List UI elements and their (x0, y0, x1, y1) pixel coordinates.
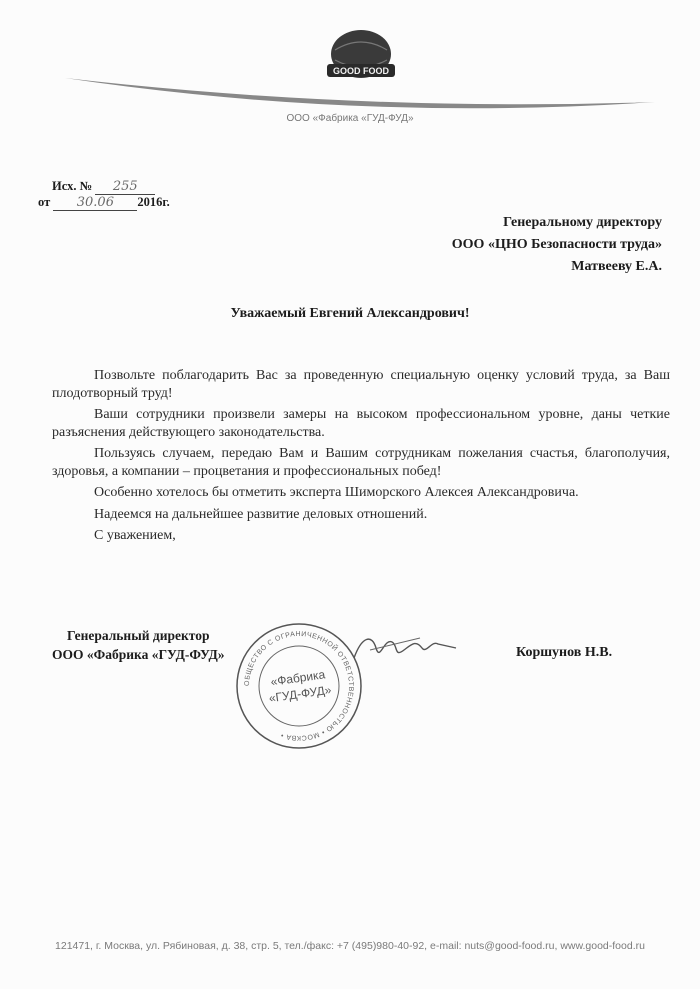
addressee-line1: Генеральному директору (503, 215, 662, 230)
stamp-text-line2: «ГУД-ФУД» (268, 682, 333, 706)
addressee-line3: Матвееву Е.А. (571, 259, 662, 274)
date-prefix: от (38, 195, 51, 209)
salutation: Уважаемый Евгений Александрович! (230, 306, 470, 321)
number-value: 255 (95, 179, 155, 195)
footer-contacts: 121471, г. Москва, ул. Рябиновая, д. 38, стр. 5, тел./факс: +7 (495)980-40-92, e-mail: nuts@good-food.ru, www.good-food.ru (55, 940, 645, 952)
body-paragraph: Надеемся на дальнейшее развитие деловых отношений. (94, 506, 428, 522)
letter-body (52, 367, 670, 549)
company-stamp (233, 620, 365, 752)
date-suffix: 2016г. (137, 195, 170, 209)
date-value: 30.06 (53, 195, 137, 211)
addressee-line2: ООО «ЦНО Безопасности труда» (451, 237, 662, 252)
signatory-company: ООО «Фабрика «ГУД-ФУД» (52, 647, 225, 662)
body-paragraph: Пользуясь случаем, передаю Вам и Вашим сотрудникам пожелания счастья, благополучия, здоровья, а компании – процветания и профессиональных побед! (52, 446, 670, 479)
body-paragraph: Ваши сотрудники произвели замеры на высоком профессиональном уровне, даны четкие разъяснения действующего законодательства. (52, 407, 670, 440)
signatory-position: Генеральный директор (67, 628, 210, 643)
signatory-name: Коршунов Н.В. (516, 645, 613, 660)
body-paragraph: Особенно хотелось бы отметить эксперта Шиморского Алексея Александровича. (94, 485, 579, 500)
svg-text:ОБЩЕСТВО С ОГРАНИЧЕННОЙ ОТВЕТС (244, 631, 354, 741)
logo-text: GOOD FOOD (333, 66, 389, 76)
handwritten-signature (350, 628, 460, 668)
body-paragraph: Позвольте поблагодарить Вас за проведенную специальную оценку условий труда, за Ваш плодотворный труд! (52, 368, 670, 401)
letterhead-swoosh (60, 60, 660, 120)
stamp-text-line1: «Фабрика (269, 667, 327, 689)
number-label: Исх. № (52, 179, 93, 193)
letterhead-company: ООО «Фабрика «ГУД-ФУД» (286, 113, 414, 124)
stamp-ring-text: ОБЩЕСТВО С ОГРАНИЧЕННОЙ ОТВЕТСТВЕННОСТЬЮ • МОСКВА • (243, 630, 355, 742)
addressee-block (452, 212, 662, 278)
signatory-title (52, 626, 225, 664)
outgoing-number (52, 179, 155, 195)
outgoing-date (38, 195, 170, 211)
closing: С уважением, (94, 528, 176, 543)
